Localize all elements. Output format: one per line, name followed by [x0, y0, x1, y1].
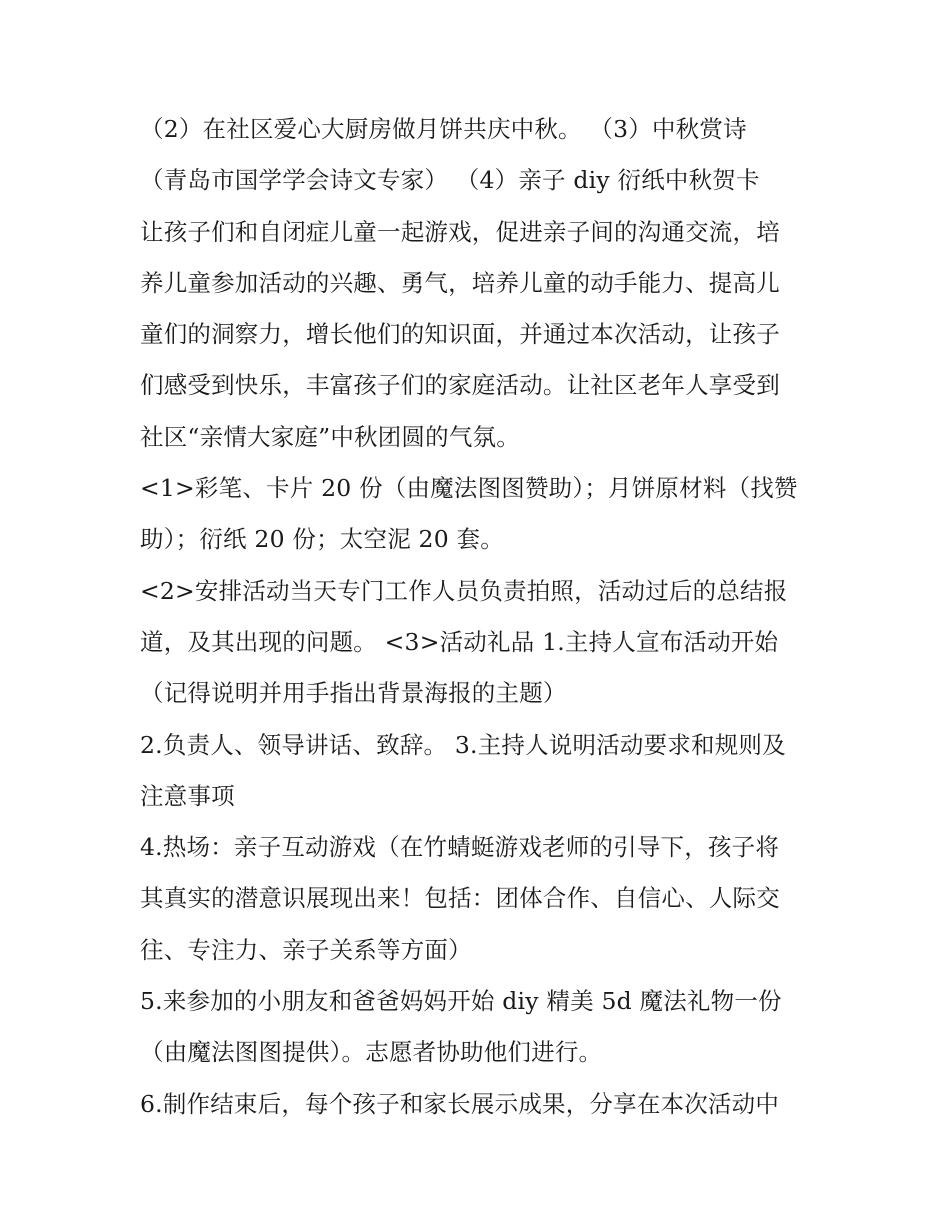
text-line: （青岛市国学学会诗文专家） （4）亲子 diy 衍纸中秋贺卡 [140, 166, 760, 195]
text-line: 童们的洞察力，增长他们的知识面，并通过本次活动，让孩子 [140, 320, 780, 349]
text-line: 4.热场：亲子互动游戏（在竹蜻蜓游戏老师的引导下，孩子将 [140, 833, 780, 862]
text-line: 注意事项 [140, 781, 235, 810]
text-line: <2>安排活动当天专门工作人员负责拍照，活动过后的总结报 [140, 576, 788, 605]
text-line: 往、专注力、亲子关系等方面） [140, 935, 472, 964]
text-line: 让孩子们和自闭症儿童一起游戏，促进亲子间的沟通交流，培 [140, 217, 780, 246]
text-line: （由魔法图图提供）。志愿者协助他们进行。 [140, 1038, 603, 1067]
text-line: 其真实的潜意识展现出来！包括：团体合作、自信心、人际交 [140, 884, 780, 913]
text-line: 2.负责人、领导讲话、致辞。 3.主持人说明活动要求和规则及 [140, 730, 786, 759]
text-line: 们感受到快乐，丰富孩子们的家庭活动。让社区老年人享受到 [140, 371, 780, 400]
text-line: <1>彩笔、卡片 20 份（由魔法图图赞助）；月饼原材料（找赞 [140, 474, 798, 503]
text-line: 道，及其出现的问题。 <3>活动礼品 1.主持人宣布活动开始 [140, 627, 779, 656]
text-line: 6.制作结束后，每个孩子和家长展示成果，分享在本次活动中 [140, 1089, 780, 1118]
text-line: 养儿童参加活动的兴趣、勇气，培养儿童的动手能力、提高儿 [140, 268, 780, 297]
text-line: （记得说明并用手指出背景海报的主题） [140, 679, 567, 708]
text-line: 社区“亲情大家庭”中秋团圆的气氛。 [140, 422, 520, 451]
body-text [140, 104, 820, 1130]
text-line: （2）在社区爱心大厨房做月饼共庆中秋。 （3）中秋赏诗 [140, 115, 747, 143]
text-line: 助）；衍纸 20 份；太空泥 20 套。 [140, 525, 504, 554]
text-line: 5.来参加的小朋友和爸爸妈妈开始 diy 精美 5d 魔法礼物一份 [140, 987, 782, 1016]
